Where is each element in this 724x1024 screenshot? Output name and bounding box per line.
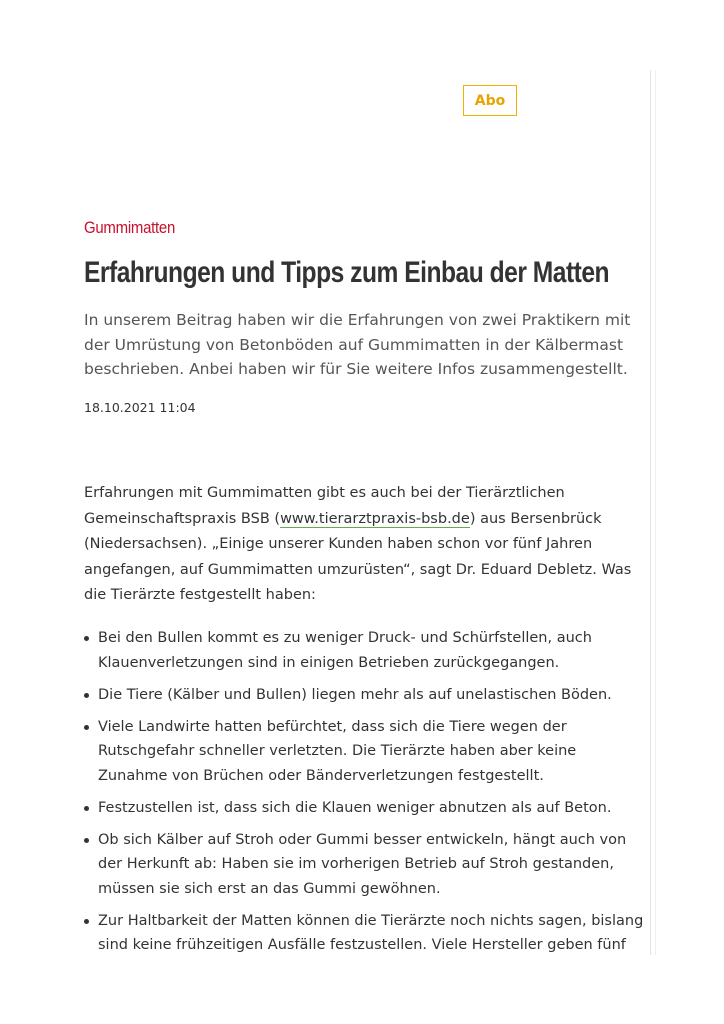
list-item-text: Festzustellen ist, dass sich die Klauen weniger abnutzen als auf Beton. bbox=[98, 799, 612, 816]
list-item bbox=[84, 683, 644, 708]
list-item bbox=[84, 626, 644, 675]
list-item bbox=[84, 828, 644, 902]
article-intro bbox=[84, 481, 644, 609]
article-lead: In unserem Beitrag haben wir die Erfahrungen von zwei Praktikern mit der Umrüstung von Betonböden auf Gummimatten in der Kälbermast beschrieben. Anbei haben wir für Sie weitere Infos zusammengestellt. bbox=[84, 311, 631, 378]
article-kicker: Gummimatten bbox=[84, 218, 176, 237]
list-item bbox=[84, 909, 644, 958]
list-item bbox=[84, 796, 644, 821]
list-item-text: Bei den Bullen kommt es zu weniger Druck- und Schürfstellen, auch Klauenverletzungen sind in einigen Betrieben zurückgegangen. bbox=[98, 630, 592, 671]
bullet-dot-icon bbox=[84, 693, 89, 698]
list-item bbox=[84, 715, 644, 789]
bullet-dot-icon bbox=[84, 806, 89, 811]
list-item-text: Zur Haltbarkeit der Matten können die Tierärzte noch nichts sagen, bislang sind keine frühzeitigen Ausfälle festzustellen. Viele Hersteller geben fünf bbox=[98, 912, 644, 953]
page-divider-secondary bbox=[655, 70, 656, 955]
list-item-text: Die Tiere (Kälber und Bullen) liegen mehr als auf unelastischen Böden. bbox=[98, 686, 612, 703]
article-date: 18.10.2021 11:04 bbox=[84, 400, 196, 415]
bullet-dot-icon bbox=[84, 838, 89, 843]
praxis-website-link[interactable]: www.tierarztpraxis-bsb.de bbox=[280, 510, 470, 527]
bullet-dot-icon bbox=[84, 725, 89, 730]
page-divider bbox=[650, 70, 651, 955]
abo-button[interactable]: Abo bbox=[463, 85, 517, 116]
list-item-text: Viele Landwirte hatten befürchtet, dass sich die Tiere wegen der Rutschgefahr schneller verletzten. Die Tierärzte haben aber keine Zunahme von Brüchen oder Bänderverletzungen festgestellt. bbox=[98, 718, 577, 784]
intro-text-before-link: Erfahrungen mit Gummimatten gibt es auch bei der Tierärztlichen Gemeinschaftspraxis BSB ( bbox=[84, 485, 565, 527]
list-item-text: Ob sich Kälber auf Stroh oder Gummi besser entwickeln, hängt auch von der Herkunft ab: Haben sie im vorherigen Betrieb auf Stroh gestanden, müssen sie sich erst an das Gummi gewöhnen. bbox=[98, 831, 627, 897]
findings-list bbox=[84, 626, 644, 965]
bullet-dot-icon bbox=[84, 636, 89, 641]
intro-text-after-link: ) aus Bersenbrück (Niedersachsen). „Einige unserer Kunden haben schon vor fünf Jahren angefangen, auf Gummimatten umzurüsten“, sagt Dr. Eduard Debletz. Was die Tierärzte festgestellt haben: bbox=[84, 510, 632, 603]
bullet-dot-icon bbox=[84, 919, 89, 924]
article-title: Erfahrungen und Tipps zum Einbau der Matten bbox=[84, 256, 610, 289]
